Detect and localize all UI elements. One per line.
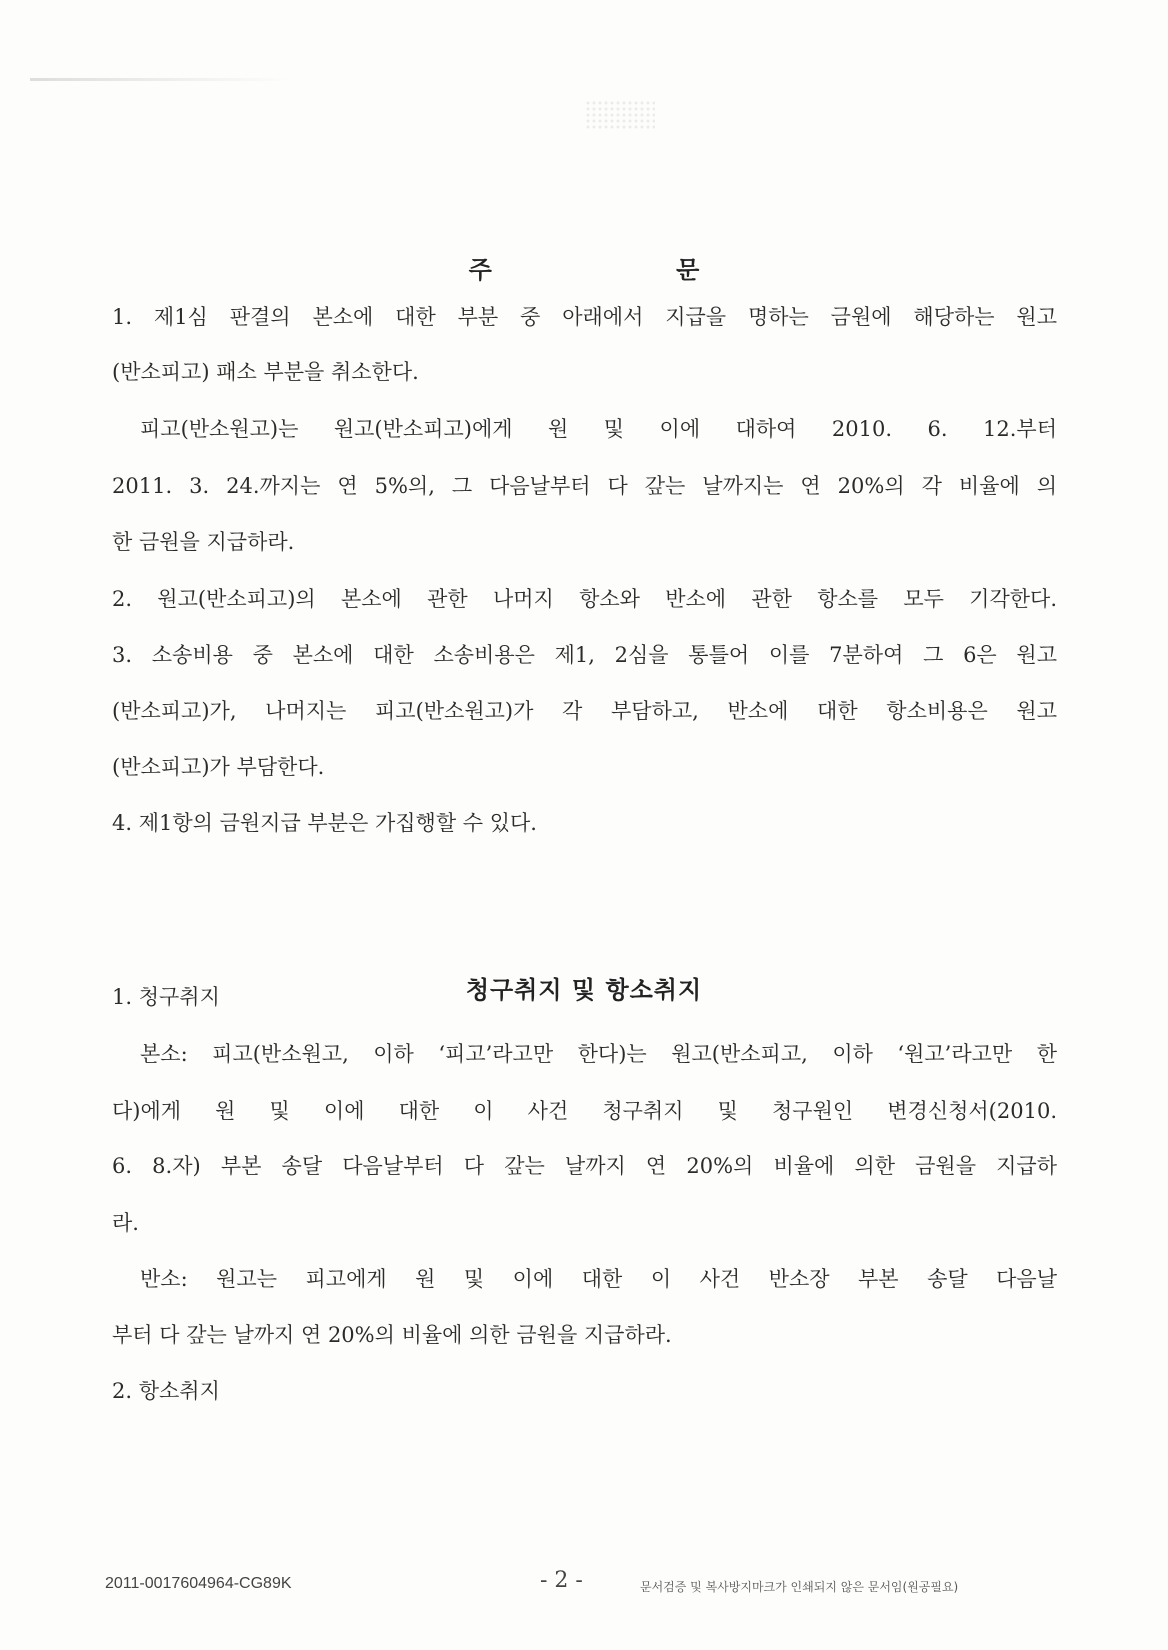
page-number: - 2 - <box>540 1568 583 1593</box>
order-line-6: 2. 원고(반소피고)의 본소에 관한 나머지 항소와 반소에 관한 항소를 모두 기각한다. <box>112 587 1057 611</box>
section-title-order: 주 문 <box>468 255 788 284</box>
scan-artifact <box>30 78 290 81</box>
order-line-5: 한 금원을 지급하라. <box>112 530 295 554</box>
claims-line-5: 라. <box>112 1211 139 1235</box>
order-line-2: (반소피고) 패소 부분을 취소한다. <box>112 360 419 384</box>
claims-line-2: 본소: 피고(반소원고, 이하 ‘피고’라고만 한다)는 원고(반소피고, 이하 ‘원고’라고만 한 <box>140 1042 1057 1066</box>
order-line-8: (반소피고)가, 나머지는 피고(반소원고)가 각 부담하고, 반소에 대한 항소비용은 원고 <box>112 699 1057 723</box>
order-line-4: 2011. 3. 24.까지는 연 5%의, 그 다음날부터 다 갚는 날까지는 연 20%의 각 비율에 의 <box>112 474 1057 498</box>
order-line-9: (반소피고)가 부담한다. <box>112 755 325 779</box>
claims-line-1: 1. 청구취지 <box>112 985 220 1009</box>
order-line-10: 4. 제1항의 금원지급 부분은 가집행할 수 있다. <box>112 811 537 835</box>
verification-notice: 문서검증 및 복사방지마크가 인쇄되지 않은 문서임(원공필요) <box>640 1580 959 1594</box>
section-title-claims: 청구취지 및 항소취지 <box>465 975 703 1004</box>
document-id: 2011-0017604964-CG89K <box>105 1575 292 1592</box>
order-line-3: 피고(반소원고)는 원고(반소피고)에게 원 및 이에 대하여 2010. 6. 12.부터 <box>140 417 1057 441</box>
claims-line-8: 2. 항소취지 <box>112 1379 220 1403</box>
order-line-7: 3. 소송비용 중 본소에 대한 소송비용은 제1, 2심을 통틀어 이를 7분하여 그 6은 원고 <box>112 643 1057 667</box>
scan-noise <box>585 100 655 130</box>
claims-line-4: 6. 8.자) 부본 송달 다음날부터 다 갚는 날까지 연 20%의 비율에 의한 금원을 지급하 <box>112 1154 1057 1178</box>
claims-line-3: 다)에게 원 및 이에 대한 이 사건 청구취지 및 청구원인 변경신청서(2010. <box>112 1099 1057 1123</box>
order-line-1: 1. 제1심 판결의 본소에 대한 부분 중 아래에서 지급을 명하는 금원에 해당하는 원고 <box>112 305 1057 329</box>
claims-line-7: 부터 다 갚는 날까지 연 20%의 비율에 의한 금원을 지급하라. <box>112 1323 672 1347</box>
claims-line-6: 반소: 원고는 피고에게 원 및 이에 대한 이 사건 반소장 부본 송달 다음날 <box>140 1267 1057 1291</box>
